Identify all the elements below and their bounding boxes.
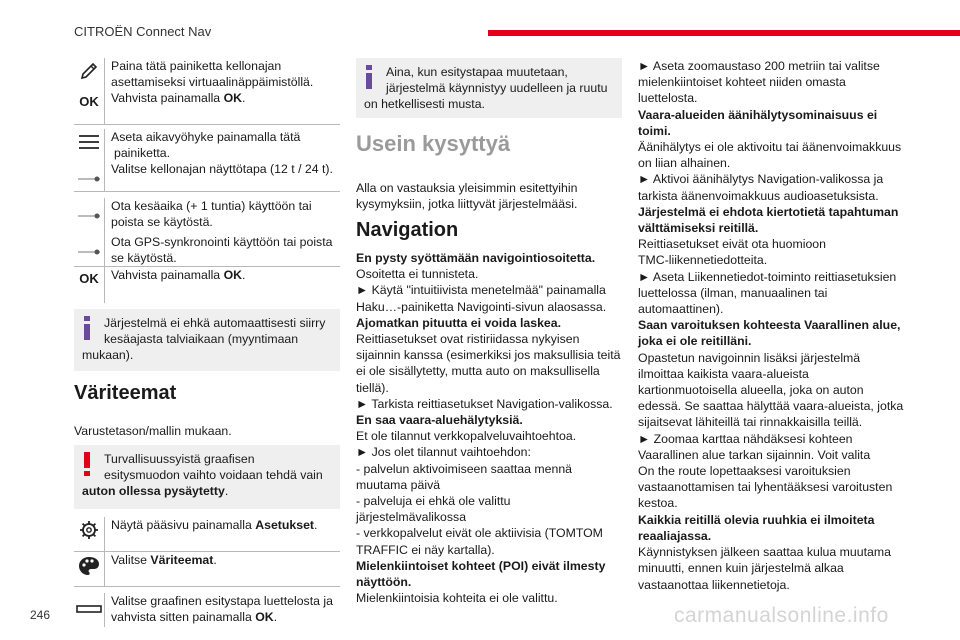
faq-answer-line: sijaitsevat lähiteillä tai rinnakkaisilla teillä. <box>638 415 863 430</box>
step-text: Ota GPS-synkronointi käyttöön tai poista se käytöstä. <box>111 235 333 266</box>
info-note: Aina, kun esitystapaa muutetaan, järjestelmä käynnistyy uudelleen ja ruutu on hetkellisesti musta. <box>356 58 622 118</box>
toggle-icon <box>74 198 105 234</box>
faq-answer-line: automaattinen). <box>638 302 724 317</box>
faq-answer-line: Reittiasetukset eivät ota huomioon <box>638 237 826 252</box>
step-row <box>74 129 340 161</box>
navigation-faq-text-cont <box>638 58 908 593</box>
faq-answer-line: Haku…-painiketta Navigointi-sivun alaosassa. <box>356 299 607 314</box>
faq-answer-line: sijainnin kanssa (esimerkiksi jos maksullisia teitä <box>356 348 621 363</box>
faq-answer-line: ei ole sisällytetty, mutta auto on maksullisella <box>356 364 600 379</box>
step-row <box>74 58 340 90</box>
section-heading: Navigation <box>356 219 459 241</box>
gear-icon <box>74 517 105 551</box>
step-text: Vahvista painamalla OK. <box>111 268 246 282</box>
faq-answer-line: edessä. Se saattaa hälyttää vaara-alueista, jotka <box>638 399 904 414</box>
faq-question-line: Kaikkia reitillä olevia ruuhkia ei ilmoiteta <box>638 512 875 527</box>
faq-question-line: Vaara-alueiden äänihälytysominaisuus ei <box>638 107 878 122</box>
info-icon <box>365 65 373 89</box>
faq-intro: Alla on vastauksia yleisimmin esitettyihin kysymyksiin, jotka liittyvät järjestelmääsi. <box>356 181 578 212</box>
info-note: Järjestelmä ei ehkä automaattisesti siirry kesäajasta talviaikaan (myyntimaan mukaan). <box>74 309 340 371</box>
faq-answer-line: Reittiasetukset ovat ristiriidassa nykyisen <box>356 332 580 347</box>
step-row <box>74 161 340 192</box>
section-faq <box>356 118 622 174</box>
faq-answer-line: Et ole tilannut verkkopalveluvaihtoehtoa. <box>356 429 577 444</box>
ok-icon: OK <box>74 267 105 303</box>
faq-question-line: toimi. <box>638 123 671 138</box>
ok-icon: OK <box>74 90 105 124</box>
faq-question-line: Mielenkiintoiset kohteet (POI) eivät ilmesty <box>356 558 606 573</box>
faq-answer-line: ► Zoomaa karttaa nähdäksesi kohteen <box>638 431 853 446</box>
faq-answer-line: - verkkopalvelut eivät ole aktiivisia (TOMTOM <box>356 526 603 541</box>
faq-question-line: Saan varoituksen kohteesta Vaarallinen alue, <box>638 318 901 333</box>
warning-note: Turvallisuussyistä graafisen esitysmuodon vaihto voidaan tehdä vain auton ollessa pysäytetty. <box>74 445 340 509</box>
step-row <box>74 198 340 234</box>
faq-answer-line: Vaarallinen alue tarkan sijainnin. Voit valita <box>638 447 871 462</box>
faq-answer-line: mielenkiintoiset kohteet niiden omasta <box>638 75 846 90</box>
step-row <box>74 90 340 125</box>
step-text: Valitse Väriteemat. <box>111 553 217 567</box>
faq-answer-line: Käynnistyksen jälkeen saattaa kulua muutama <box>638 545 891 560</box>
faq-question-line: välttämiseksi reitillä. <box>638 221 759 236</box>
bar-icon <box>74 593 105 627</box>
toggle-icon <box>74 234 105 266</box>
step-text: Valitse graafinen esitystapa luettelosta ja vahvista sitten painamalla OK. <box>111 594 333 625</box>
faq-answer-line: luettelosta. <box>638 91 698 106</box>
step-row <box>74 267 340 303</box>
faq-answer-line: ► Aktivoi äänihälytys Navigation-valikossa ja <box>638 172 884 187</box>
faq-answer-line: tarkista äänenvoimakkuus audioasetuksista. <box>638 188 879 203</box>
page-number: 246 <box>30 608 51 622</box>
palette-icon <box>74 552 105 586</box>
faq-answer-line: - palvelun aktivoimiseen saattaa mennä <box>356 461 573 476</box>
step-text: Näytä pääsivu painamalla Asetukset. <box>111 518 318 532</box>
faq-answer-line: tiellä). <box>356 380 389 395</box>
faq-question-line: En pysty syöttämään navigointiosoitetta. <box>356 251 596 265</box>
faq-answer-line: ► Käytä "intuitiivista menetelmää" painamalla <box>356 283 606 298</box>
faq-answer-line: on liian alhainen. <box>638 156 731 171</box>
toggle-icon <box>74 161 105 191</box>
watermark: carmanualsonline.info <box>674 604 889 627</box>
column-1 <box>74 58 340 627</box>
info-icon <box>83 316 91 340</box>
faq-question-line: Ajomatkan pituutta ei voida laskea. <box>356 315 562 330</box>
column-3 <box>638 58 908 593</box>
faq-answer-line: vastaanottamisen tai lyhentääksesi varoitusten <box>638 480 893 495</box>
section-theme <box>74 371 340 423</box>
faq-answer-line: Äänihälytys ei ole aktivoitu tai äänenvoimakkuus <box>638 140 902 155</box>
faq-answer-line: Opastetun navigoinnin lisäksi järjestelmä <box>638 350 861 365</box>
faq-answer-line: TMC-liikennetiedotteita. <box>638 253 768 268</box>
faq-answer-line: vastaanottaa liikennetietoja. <box>638 577 790 592</box>
navigation-faq-text <box>356 250 622 606</box>
theme-intro: Varustetason/mallin mukaan. <box>74 424 232 438</box>
faq-answer-line: kestoa. <box>638 496 678 511</box>
faq-answer-line: TRAFFIC ei näy kartalla). <box>356 542 495 557</box>
step-text: Vahvista painamalla OK. <box>111 91 246 105</box>
running-header: CITROËN Connect Nav <box>74 24 212 39</box>
step-row <box>74 517 340 552</box>
faq-answer-line: ► Tarkista reittiasetukset Navigation-valikossa. <box>356 396 613 411</box>
step-row <box>74 552 340 587</box>
list-icon <box>74 129 105 161</box>
step-text: Paina tätä painiketta kellonajan asettamiseksi virtuaalinäppäimistöllä. <box>111 59 314 90</box>
faq-question-line: En saa vaara-aluehälytyksiä. <box>356 413 523 428</box>
faq-answer-line: muutama päivä <box>356 477 441 492</box>
faq-answer-line: minuutti, ennen kuin järjestelmä alkaa <box>638 561 844 576</box>
step-text: Valitse kellonajan näyttötapa (12 t / 24 t). <box>111 162 333 176</box>
section-heading: Väriteemat <box>74 382 177 404</box>
warning-icon <box>83 452 91 476</box>
step-row <box>74 234 340 267</box>
faq-answer-line: - palveluja ei ehkä ole valittu järjestelmävalikossa <box>356 494 511 525</box>
pencil-icon <box>74 58 105 90</box>
faq-answer-line: On the route lopettaaksesi varoituksien <box>638 464 851 479</box>
faq-answer-line: Osoitetta ei tunnisteta. <box>356 267 479 282</box>
faq-answer-line: kartionmuotoisella alueella, joka on auton <box>638 383 864 398</box>
column-2 <box>356 58 622 606</box>
faq-answer-line: luettelossa (ilman, manuaalinen tai <box>638 285 828 300</box>
section-heading: Usein kysyttyä <box>356 131 511 156</box>
header-accent-bar <box>488 30 960 36</box>
faq-question-line: Järjestelmä ei ehdota kiertotietä tapahtuman <box>638 204 899 219</box>
faq-question-line: näyttöön. <box>356 575 412 590</box>
section-navigation <box>356 216 622 250</box>
faq-question-line: reaaliajassa. <box>638 528 712 543</box>
faq-answer-line: ► Aseta Liikennetiedot-toiminto reittiasetuksien <box>638 269 897 284</box>
faq-question-line: joka ei ole reitilläni. <box>638 334 752 349</box>
faq-answer-line: ilmoittaa kaikista vaara-alueista <box>638 366 809 381</box>
faq-answer-line: ► Aseta zoomaustaso 200 metriin tai valitse <box>638 59 880 73</box>
step-row <box>74 593 340 627</box>
faq-answer-line: Mielenkiintoisia kohteita ei ole valittu. <box>356 591 558 606</box>
faq-answer-line: ► Jos olet tilannut vaihtoehdon: <box>356 445 531 460</box>
step-text: Aseta aikavyöhyke painamalla tätä painiketta. <box>111 130 301 161</box>
step-text: Ota kesäaika (+ 1 tuntia) käyttöön tai poista se käytöstä. <box>111 199 312 230</box>
